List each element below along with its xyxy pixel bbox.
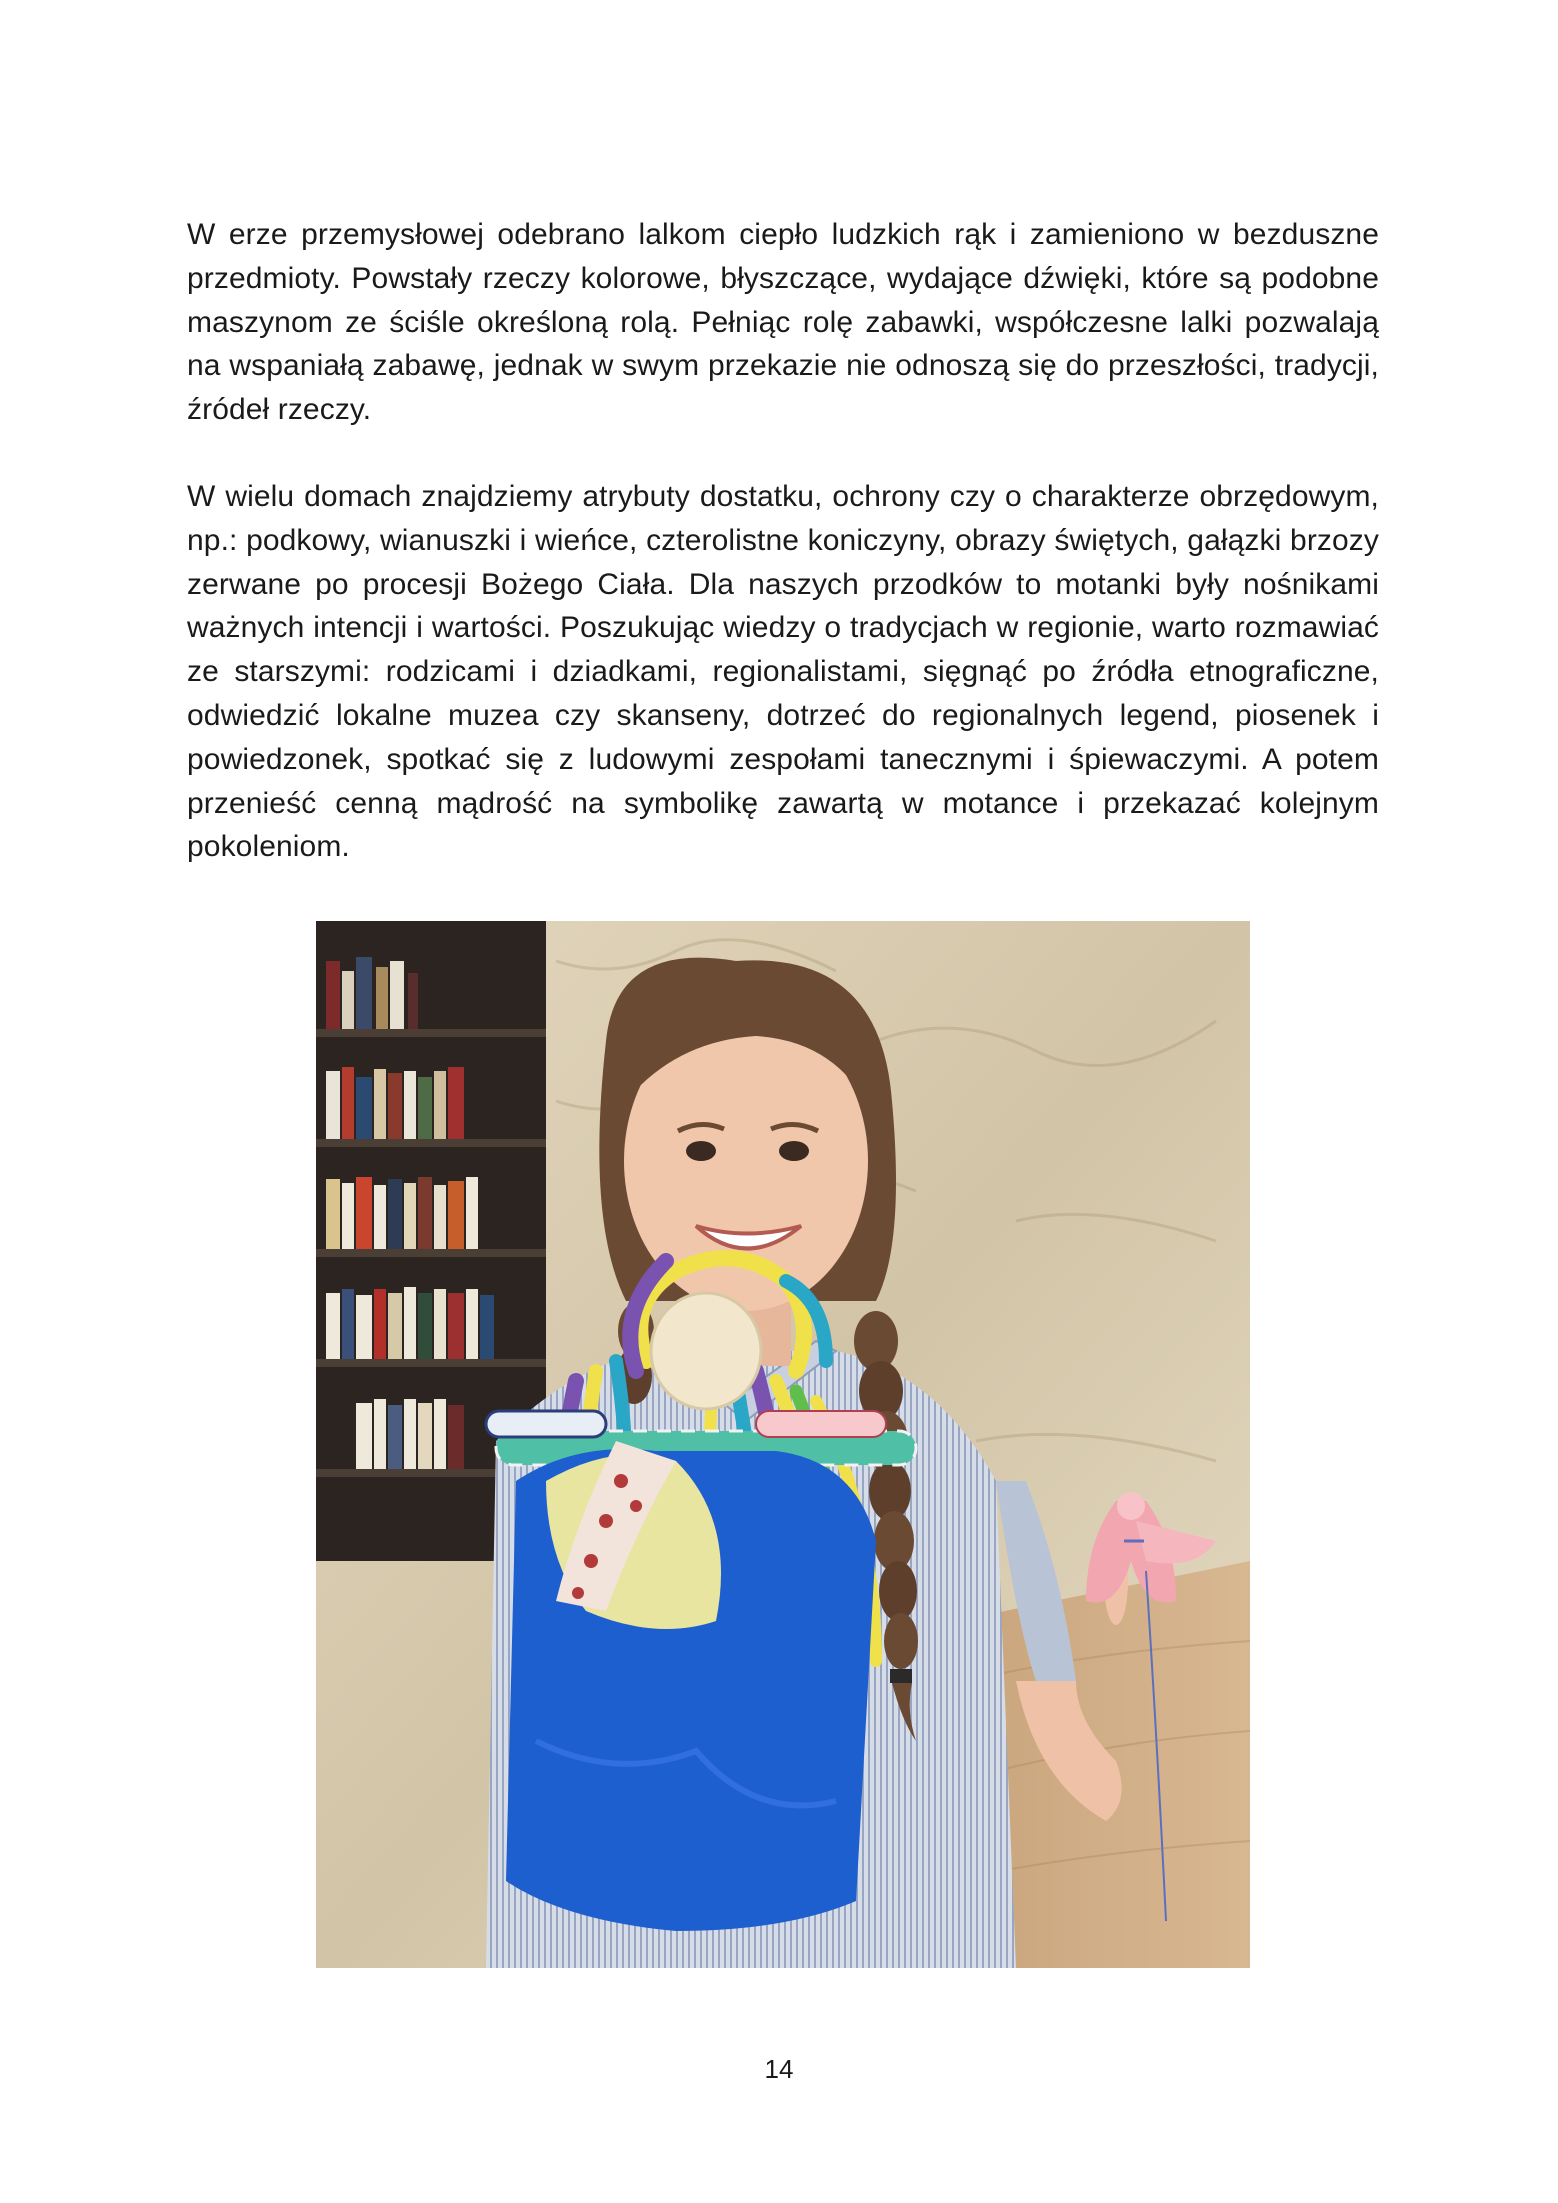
photo-illustration (316, 921, 1250, 1968)
photo-girl-with-motanka-dolls (316, 921, 1250, 1968)
paragraph-1: W erze przemysłowej odebrano lalkom ciepło ludzkich rąk i zamieniono w bezduszne przedmioty. Powstały rzeczy kolorowe, błyszczące, wydające dźwięki, które są podobne maszynom ze ściśle określoną rolą. Pełniąc rolę zabawki, współczesne lalki pozwalają na wspaniałą zabawę, jednak w swym przekazie nie odnoszą się do przeszłości, tradycji, źródeł rzeczy. (187, 218, 1379, 427)
paragraph-2: W wielu domach znajdziemy atrybuty dostatku, ochrony czy o charakterze obrzędowym, np.: podkowy, wianuszki i wieńce, czterolistne koniczyny, obrazy świętych, gałązki brzozy zerwane po procesji Bożego Ciała. Dla naszych przodków to motanki były nośnikami ważnych intencji i wartości. Poszukując wiedzy o tradycjach w regionie, warto rozmawiać ze starszymi: rodzicami i dziadkami, regionalistami, sięgnąć po źródła etnograficzne, odwiedzić lokalne muzea czy skanseny, dotrzeć do regionalnych legend, piosenek i powiedzonek, spotkać się z ludowymi zespołami tanecznymi i śpiewaczymi. A potem przenieść cenną mądrość na symbolikę zawartą w motance i przekazać kolejnym pokoleniom. (187, 480, 1379, 864)
page-number: 14 (764, 2054, 794, 2084)
